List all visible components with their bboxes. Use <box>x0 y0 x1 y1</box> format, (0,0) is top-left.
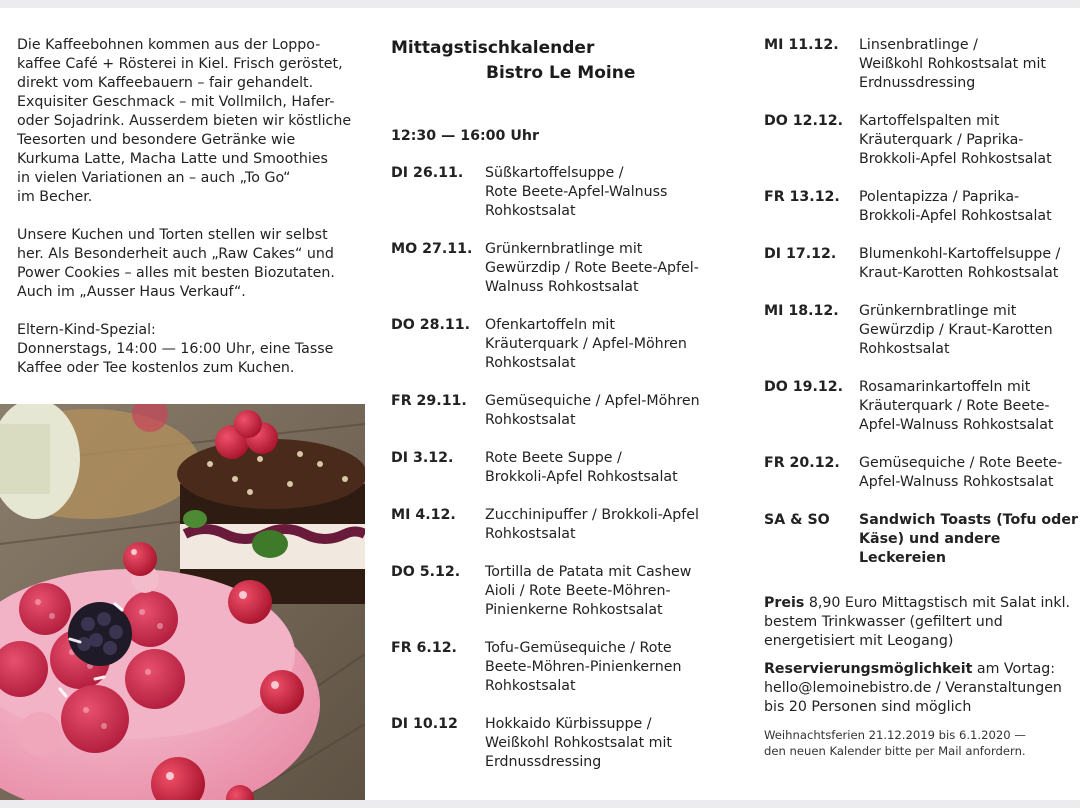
calendar-entry <box>391 316 731 373</box>
entry-date: MO 27.11. <box>391 241 473 257</box>
reservation-label: Reservierungsmöglichkeit <box>764 661 973 677</box>
calendar-entry <box>391 563 731 620</box>
calendar-entry <box>764 188 1080 226</box>
calendar-column-left <box>391 36 731 791</box>
calendar-entry <box>391 392 731 430</box>
calendar-entries-right <box>764 36 1080 492</box>
entry-dish: Tortilla de Patata mit Cashew Aioli / Rote Beete-Möhren- Pinienkerne Rohkostsalat <box>485 564 692 618</box>
price-label: Preis <box>764 595 805 611</box>
entry-dish: Rote Beete Suppe / Brokkoli-Apfel Rohkostsalat <box>485 450 678 485</box>
entry-date: DO 12.12. <box>764 113 844 129</box>
calendar-title-line2: Bistro Le Moine <box>486 63 636 83</box>
intro-line: direkt vom Kaffeebauern – fair gehandelt. <box>17 75 314 91</box>
holiday-note-line1: Weihnachtsferien 21.12.2019 bis 6.1.2020 — <box>764 728 1026 742</box>
entry-dish: Gemüsequiche / Apfel-Möhren Rohkostsalat <box>485 393 700 428</box>
calendar-entry <box>764 302 1080 359</box>
calendar-entry <box>391 240 731 297</box>
entry-dish: Zucchinipuffer / Brokkoli-Apfel Rohkostsalat <box>485 507 699 542</box>
calendar-entry <box>764 36 1080 93</box>
entry-dish: Grünkernbratlinge mit Gewürzdip / Rote Beete-Apfel- Walnuss Rohkostsalat <box>485 241 699 295</box>
calendar-entry <box>391 506 731 544</box>
calendar-entry <box>391 164 731 221</box>
entry-dish: Hokkaido Kürbissuppe / Weißkohl Rohkostsalat mit Erdnussdressing <box>485 716 672 770</box>
calendar-entries-left <box>391 164 731 772</box>
cakes-photo <box>0 404 365 800</box>
calendar-entry <box>391 715 731 772</box>
calendar-title-line1: Mittagstischkalender <box>391 38 595 58</box>
calendar-entry <box>391 449 731 487</box>
entry-date: FR 13.12. <box>764 189 840 205</box>
entry-date: DI 26.11. <box>391 165 464 181</box>
weekend-day: SA & SO <box>764 512 830 528</box>
entry-dish: Linsenbratlinge / Weißkohl Rohkostsalat mit Erdnussdressing <box>859 37 1046 91</box>
intro-line: Power Cookies – alles mit besten Biozutaten. <box>17 265 335 281</box>
calendar-entry <box>391 639 731 696</box>
entry-date: MI 11.12. <box>764 37 839 53</box>
calendar-entry <box>764 112 1080 169</box>
holiday-note-line2: den neuen Kalender bitte per Mail anfordern. <box>764 744 1026 758</box>
intro-column <box>17 36 352 397</box>
intro-line: Kurkuma Latte, Macha Latte und Smoothies <box>17 151 328 167</box>
reservation-info <box>764 660 1080 717</box>
intro-line: Teesorten und besondere Getränke wie <box>17 132 296 148</box>
entry-date: DO 19.12. <box>764 379 844 395</box>
entry-date: FR 6.12. <box>391 640 457 656</box>
intro-line: im Becher. <box>17 189 93 205</box>
entry-dish: Ofenkartoffeln mit Kräuterquark / Apfel-Möhren Rohkostsalat <box>485 317 687 371</box>
price-info <box>764 594 1080 651</box>
entry-dish: Kartoffelspalten mit Kräuterquark / Paprika- Brokkoli-Apfel Rohkostsalat <box>859 113 1052 167</box>
entry-date: MI 4.12. <box>391 507 456 523</box>
intro-line: kaffee Café + Rösterei in Kiel. Frisch geröstet, <box>17 56 343 72</box>
entry-dish: Tofu-Gemüsequiche / Rote Beete-Möhren-Pinienkernen Rohkostsalat <box>485 640 682 694</box>
menu-flyer <box>0 8 1080 800</box>
intro-line: Eltern-Kind-Spezial: <box>17 322 156 338</box>
price-text: 8,90 Euro Mittagstisch mit Salat inkl. bestem Trinkwasser (gefiltert und energetisiert mit Leogang) <box>764 595 1071 649</box>
entry-dish: Polentapizza / Paprika- Brokkoli-Apfel Rohkostsalat <box>859 189 1052 224</box>
raw-cakes-image <box>0 404 365 800</box>
entry-dish: Blumenkohl-Kartoffelsuppe / Kraut-Karotten Rohkostsalat <box>859 246 1061 281</box>
calendar-title <box>391 36 731 86</box>
intro-paragraph-family-special <box>17 321 352 378</box>
entry-date: DI 17.12. <box>764 246 837 262</box>
calendar-entry <box>764 245 1080 283</box>
calendar-entry <box>764 378 1080 435</box>
intro-line: Unsere Kuchen und Torten stellen wir selbst <box>17 227 328 243</box>
weekend-dish: Sandwich Toasts (Tofu oder Käse) und andere Leckereien <box>859 512 1078 566</box>
entry-date: FR 20.12. <box>764 455 840 471</box>
intro-line: Exquisiter Geschmack – mit Vollmilch, Hafer- <box>17 94 335 110</box>
intro-line: Kaffee oder Tee kostenlos zum Kuchen. <box>17 360 295 376</box>
bottom-margin <box>0 800 1080 808</box>
entry-dish: Rosamarinkartoffeln mit Kräuterquark / Rote Beete- Apfel-Walnuss Rohkostsalat <box>859 379 1054 433</box>
calendar-entry <box>764 454 1080 492</box>
reservation-text: am Vortag: hello@lemoinebistro.de / Veranstaltungen bis 20 Personen sind möglich <box>764 661 1062 715</box>
calendar-column-right <box>764 36 1080 759</box>
entry-date: DI 10.12 <box>391 716 458 732</box>
entry-date: DI 3.12. <box>391 450 454 466</box>
intro-line: her. Als Besonderheit auch „Raw Cakes“ und <box>17 246 334 262</box>
entry-dish: Gemüsequiche / Rote Beete- Apfel-Walnuss Rohkostsalat <box>859 455 1063 490</box>
top-margin <box>0 0 1080 8</box>
entry-date: DO 28.11. <box>391 317 471 333</box>
holiday-note <box>764 727 1080 759</box>
entry-date: MI 18.12. <box>764 303 839 319</box>
info-block <box>764 594 1080 759</box>
intro-paragraph-coffee <box>17 36 352 207</box>
intro-line: in vielen Variationen an – auch „To Go“ <box>17 170 291 186</box>
entry-date: FR 29.11. <box>391 393 467 409</box>
entry-date: DO 5.12. <box>391 564 461 580</box>
entry-dish: Süßkartoffelsuppe / Rote Beete-Apfel-Walnuss Rohkostsalat <box>485 165 668 219</box>
entry-dish: Grünkernbratlinge mit Gewürzdip / Kraut-Karotten Rohkostsalat <box>859 303 1053 357</box>
intro-paragraph-cakes <box>17 226 352 302</box>
intro-line: Auch im „Ausser Haus Verkauf“. <box>17 284 246 300</box>
intro-line: Donnerstags, 14:00 — 16:00 Uhr, eine Tasse <box>17 341 334 357</box>
intro-line: oder Sojadrink. Ausserdem bieten wir köstliche <box>17 113 352 129</box>
opening-hours: 12:30 — 16:00 Uhr <box>391 128 539 144</box>
intro-line: Die Kaffeebohnen kommen aus der Loppo- <box>17 37 321 53</box>
weekend-entry <box>764 511 1080 568</box>
